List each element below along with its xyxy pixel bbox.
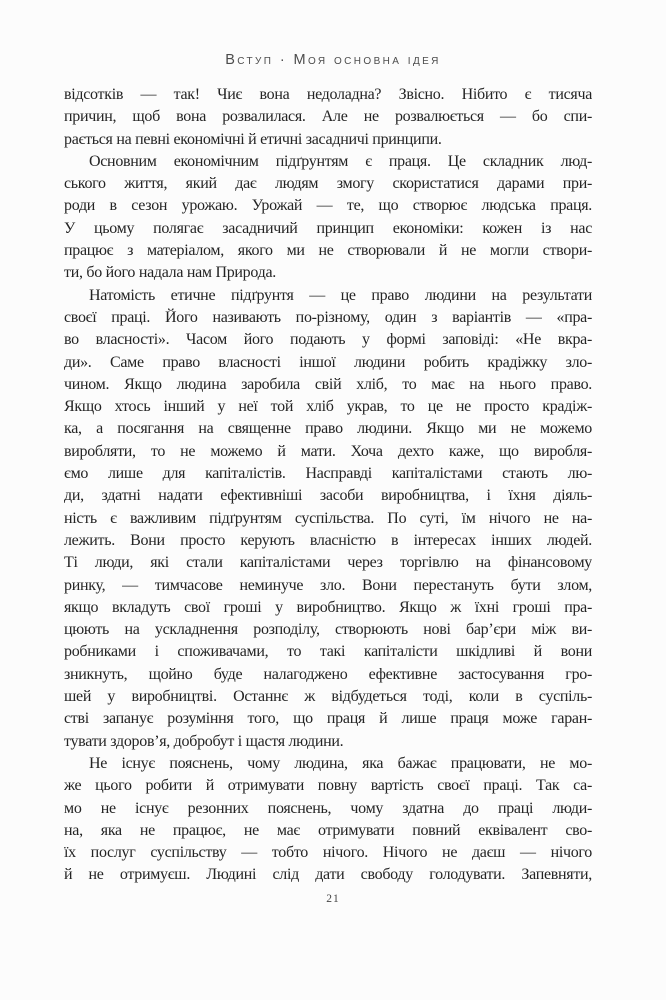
text-line: шей у виробництві. Останнє ж відбудеться тоді, коли в суспіль-: [64, 688, 592, 706]
text-line: й не отримуєш. Людині слід дати свободу голодувати. Запевняти,: [64, 866, 592, 884]
body-text: [64, 84, 592, 887]
text-line: працює з матеріалом, якого ми не створювали й не могли створи-: [64, 242, 592, 260]
text-line: відсотків — так! Чиє вона недоладна? Звісно. Нібито є тисяча: [64, 86, 592, 103]
text-line: мо не існує резонних пояснень, чому здатна до праці люди-: [64, 799, 592, 817]
text-line: Ті люди, які стали капіталістами через торгівлю на фінансовому: [64, 554, 592, 572]
text-line: зникнуть, щойно буде налагоджено ефективне застосування гро-: [64, 665, 592, 683]
text-line: роди в сезон урожаю. Урожай — те, що створює людська праця.: [64, 197, 592, 215]
text-line: Основним економічним підґрунтям є праця. Це складник люд-: [89, 152, 592, 170]
text-line: своєї праці. Його називають по-різному, один з варіантів — «пра-: [64, 308, 592, 326]
text-line: ринку, — тимчасове неминуче зло. Вони перестануть бути злом,: [64, 576, 592, 594]
text-line: причин, щоб вона розвалилася. Але не розвалюється — бо спи-: [64, 108, 592, 126]
text-line: якщо вкладуть свої гроші у виробництво. Якщо ж їхні гроші пра-: [64, 598, 592, 616]
text-line: Натомість етичне підґрунтя — це право людини на результати: [89, 286, 592, 304]
text-line: ємо лише для капіталістів. Насправді капіталістами стають лю-: [64, 465, 592, 483]
paragraph: [64, 285, 592, 753]
text-line: стві запанує розуміння того, що праця й лише праця може гаран-: [64, 710, 592, 728]
text-line: Якщо хтось інший у неї той хліб украв, то це не просто крадіж-: [64, 398, 592, 416]
text-line: на, яка не працює, не має отримувати повний еквівалент сво-: [64, 821, 592, 839]
text-line: чином. Якщо людина заробила свій хліб, то має на нього право.: [64, 375, 592, 393]
text-line: робниками і споживачами, то такі капіталісти шкідливі й вони: [64, 643, 592, 661]
text-line: У цьому полягає засадничий принцип економіки: кожен із нас: [64, 219, 592, 237]
page-number: 21: [326, 893, 340, 905]
text-line: же цього робити й отримувати повну вартість своєї праці. Так са-: [64, 777, 592, 795]
paragraph: [64, 84, 592, 151]
text-line: тувати здоров’я, добробут і щастя людини.: [64, 732, 344, 750]
text-line: цюють на ускладнення розподілу, створюють нові бар’єри між ви-: [64, 621, 592, 639]
text-line: ти, бо його надала нам Природа.: [64, 264, 276, 282]
text-line: во власності». Часом його подають у формі заповіді: «Не вкра-: [64, 331, 592, 349]
running-header: Вступ · Моя основна ідея: [225, 52, 441, 68]
text-line: ського життя, який дає людям змогу скористатися дарами при-: [64, 175, 592, 193]
paragraph: [64, 753, 592, 887]
text-line: ди». Саме право власності іншої людини робить крадіжку зло-: [64, 353, 592, 371]
text-line: їх послуг суспільству — тобто нічого. Нічого не даєш — нічого: [64, 844, 592, 862]
paragraph: [64, 151, 592, 285]
text-line: виробляти, то не можемо й мати. Хоча дехто каже, що виробля-: [64, 442, 592, 460]
text-line: ди, здатні надати ефективніші засоби виробництва, і їхня діяль-: [64, 487, 592, 505]
text-line: лежить. Вони просто керують власністю в інтересах інших людей.: [64, 531, 592, 549]
text-line: рається на певні економічні й етичні засадничі принципи.: [64, 130, 442, 148]
text-line: Не існує пояснень, чому людина, яка бажає працювати, не мо-: [89, 754, 592, 772]
text-line: ка, а посягання на священне право людини. Якщо ми не можемо: [64, 420, 592, 438]
text-line: ність є важливим підґрунтям суспільства. По суті, їм нічого не на-: [64, 509, 592, 527]
